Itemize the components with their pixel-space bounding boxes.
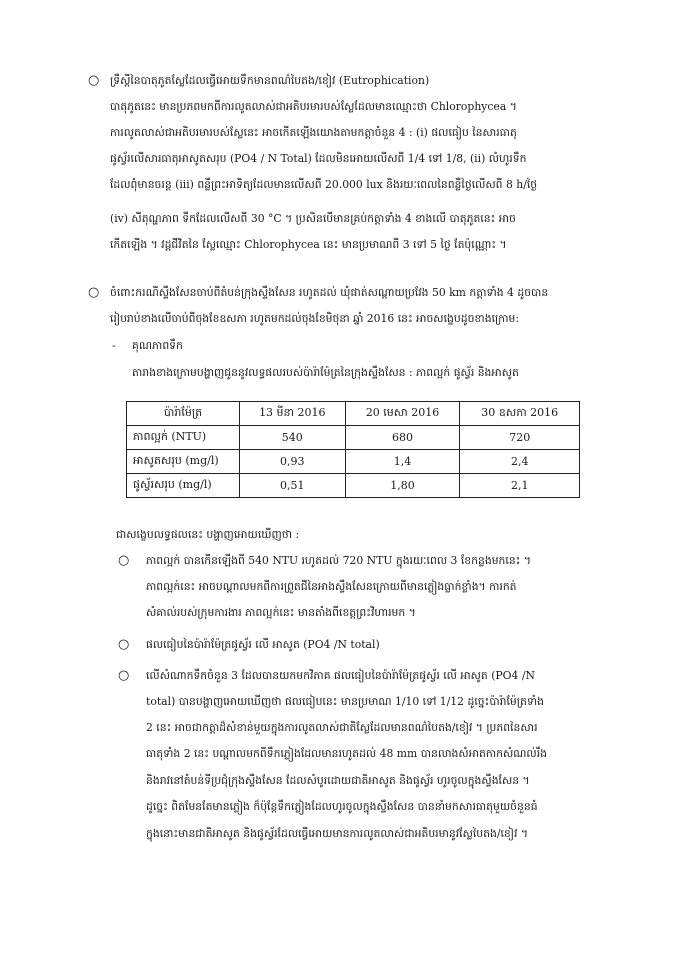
table-cell: 1,4 xyxy=(345,450,460,474)
summary-bullet: ○ xyxy=(118,668,130,683)
table-intro: តារាងខាងក្រោមបង្ហាញជូននូវលទ្ធផលរបស់ប៉ារ៉ាម៉ែត្រនៃក្រុងស្ទឹងសែន : ភាពល្អក់ ផូស្វ័រ និងអាសូត xyxy=(132,366,519,379)
table-row xyxy=(127,450,580,474)
summary-item1-line: សំគាល់របស់ក្រុមការងារ ភាពល្អក់នេះ មានតាំងពីខេត្តព្រះវិហារមក ។ xyxy=(146,606,416,619)
summary-intro: ជាសង្ខេបលទ្ធផលនេះ បង្ហាញអោយឃើញថា : xyxy=(116,528,300,541)
summary-item1-line: ភាពល្អក់នេះ អាចបណ្តាលមកពីការព្រួតជីនៃអាងស្ទឹងសែនក្រោយពីមានភ្លៀងធ្លាក់ខ្លាំង។ ការកត់ xyxy=(146,580,517,593)
summary-item3-line: និងរាវនៅតំបន់ទីប្រជុំក្រុងស្ទឹងសែន ដែលសំបូរដោយជាតិអាសូត និងផូស្វ័រ ហូរចូលក្នុងស្ទឹងសែន ។ xyxy=(146,774,530,787)
summary-bullet: ○ xyxy=(118,553,130,568)
summary-item3-line: ដូច្នេះ ពិតមែនតែមានភ្លៀង ក៏ប៉ុន្តែទឹកភ្លៀងដែលហូរចូលក្នុងស្ទឹងសែន បាននាំមកសារធាតុមួយចំនួនធំ xyxy=(146,800,538,813)
dash-marker: - xyxy=(112,339,116,352)
section1-line: ការលូតលាស់ជាអតិបរមារបស់ស្លែនេះ អាចកើតឡើងយោងតាមកត្តាចំនួន 4 : (i) ផលធៀប នៃសារធាតុ xyxy=(110,126,517,139)
table-cell: 540 xyxy=(240,426,346,450)
section2-line: ចំពោះករណីស្ទឹងសែនចាប់ពីតំបន់ក្រុងស្ទឹងសែន រហូតដល់ ឃុំផាត់សណ្តាយប្រវែង 50 km កត្តាទាំង 4 ដូចបាន xyxy=(110,286,549,299)
water-quality-label: គុណភាពទឹក xyxy=(132,339,183,352)
summary-item3-line: ក្នុងនោះមានជាតិអាសូត និងផូស្វ័រដែលធ្វើអោយមានការលូតលាស់ជាអតិបរមានូវស្លែបៃតង/ខៀវ ។ xyxy=(146,827,528,840)
table-header-row xyxy=(127,402,580,426)
table-header-cell: 13 មីនា 2016 xyxy=(240,402,346,426)
table-header-cell: 30 ឧសភា 2016 xyxy=(460,402,580,426)
section1-line: កើតឡើង ។ វដ្តជីវិតនៃ ស្លែឈ្មោះ Chlorophycea នេះ មានប្រមាណពី 3 ទៅ 5 ថ្ងៃ តែប៉ុណ្ណោះ ។ xyxy=(110,238,507,251)
section1-bullet: ○ xyxy=(88,73,100,88)
row-label: ភាពល្អក់ (NTU) xyxy=(127,426,240,450)
section2-bullet: ○ xyxy=(88,285,100,300)
table-cell: 2,1 xyxy=(460,474,580,498)
table-header-cell: 20 មេសា 2016 xyxy=(345,402,460,426)
section1-heading: ទ្រឹស្តីនៃបាតុភូតស្លែដែលធ្វើអោយទឹកមានពណ៌បៃតង/ខៀវ (Eutrophication) xyxy=(110,74,430,87)
summary-bullet: ○ xyxy=(118,637,130,652)
table-row xyxy=(127,474,580,498)
table-row xyxy=(127,426,580,450)
row-label: ផូស្វ័រសរុប (mg/l) xyxy=(127,474,240,498)
section1-line: បាតុភូតនេះ មានប្រភពមកពីការលូតលាស់ជាអតិបរមារបស់ស្លែដែលមានឈ្មោះថា Chlorophycea ។ xyxy=(110,100,517,113)
summary-item3-line: ធាតុទាំង 2 នេះ បណ្តាលមកពីទឹកភ្លៀងដែលមានរហូតដល់ 48 mm បានលាងសំអាតកាកសំណល់រឹង xyxy=(146,747,547,760)
section1-line: ដែលពុំមានចរន្ត (iii) ពន្លឺព្រះអាទិត្យដែលមានលើសពី 20.000 lux និងរយៈពេលនៃពន្លឺថ្ងៃលើសពី 8 h/ថ្ងៃ xyxy=(110,178,538,191)
table-cell: 0,93 xyxy=(240,450,346,474)
water-quality-table xyxy=(126,401,580,498)
table-cell: 2,4 xyxy=(460,450,580,474)
summary-item3-line: 2 នេះ អាចជាកត្តាដ៏សំខាន់មួយក្នុងការលូតលាស់ជាតិស្លែដែលមានពណ៌បៃតង/ខៀវ ។ ប្រភពនៃសារ xyxy=(146,721,538,734)
section1-line: ផូស្វ័រលើសារធាតុអាសូតសរុប (PO4 / N Total) ដែលមិនអោយលើសពី 1/4 ទៅ 1/8, (ii) លំហូរទឹក xyxy=(110,152,527,165)
table-cell: 680 xyxy=(345,426,460,450)
table-cell: 720 xyxy=(460,426,580,450)
row-label: អាសូតសរុប (mg/l) xyxy=(127,450,240,474)
summary-item3-line: total) បានបង្ហាញអោយឃើញថា ផលធៀបនេះ មានប្រមាណ 1/10 ទៅ 1/12 ដូច្នេះប៉ារ៉ាម៉ែត្រទាំង xyxy=(146,695,544,708)
summary-item1-line: ភាពល្អក់ បានកើនឡើងពី 540 NTU រហូតដល់ 720 NTU ក្នុងរយៈពេល 3 ខែកន្លងមកនេះ ។ xyxy=(146,554,531,567)
summary-item2: ផលធៀបនៃប៉ារ៉ាម៉ែត្រផូស្វ័រ លើ អាសូត (PO4 /N total) xyxy=(146,638,380,651)
section2-line: រៀបរាប់ខាងលើចាប់ពីចុងខែឧសភា រហូតមកដល់ចុងខែមិថុនា ឆ្នាំ 2016 នេះ អាចសង្ខេបដូចខាងក្រោម: xyxy=(110,312,519,325)
section1-line: (iv) សីតុណ្ហភាព ទឹកដែលលើសពី 30 °C ។ ប្រសិនបើមានគ្រប់កត្តាទាំង 4 ខាងលើ បាតុភូតនេះ អាច xyxy=(110,212,516,225)
table-cell: 0,51 xyxy=(240,474,346,498)
summary-item3-line: លើសំណាកទឹកចំនួន 3 ដែលបានយកមកវិភាគ ផលធៀបនៃប៉ារ៉ាម៉ែត្រផូស្វ័រ លើ អាសូត (PO4 /N xyxy=(146,669,535,682)
table-cell: 1,80 xyxy=(345,474,460,498)
table-header-cell: ប៉ារ៉ាម៉ែត្រ xyxy=(127,402,240,426)
